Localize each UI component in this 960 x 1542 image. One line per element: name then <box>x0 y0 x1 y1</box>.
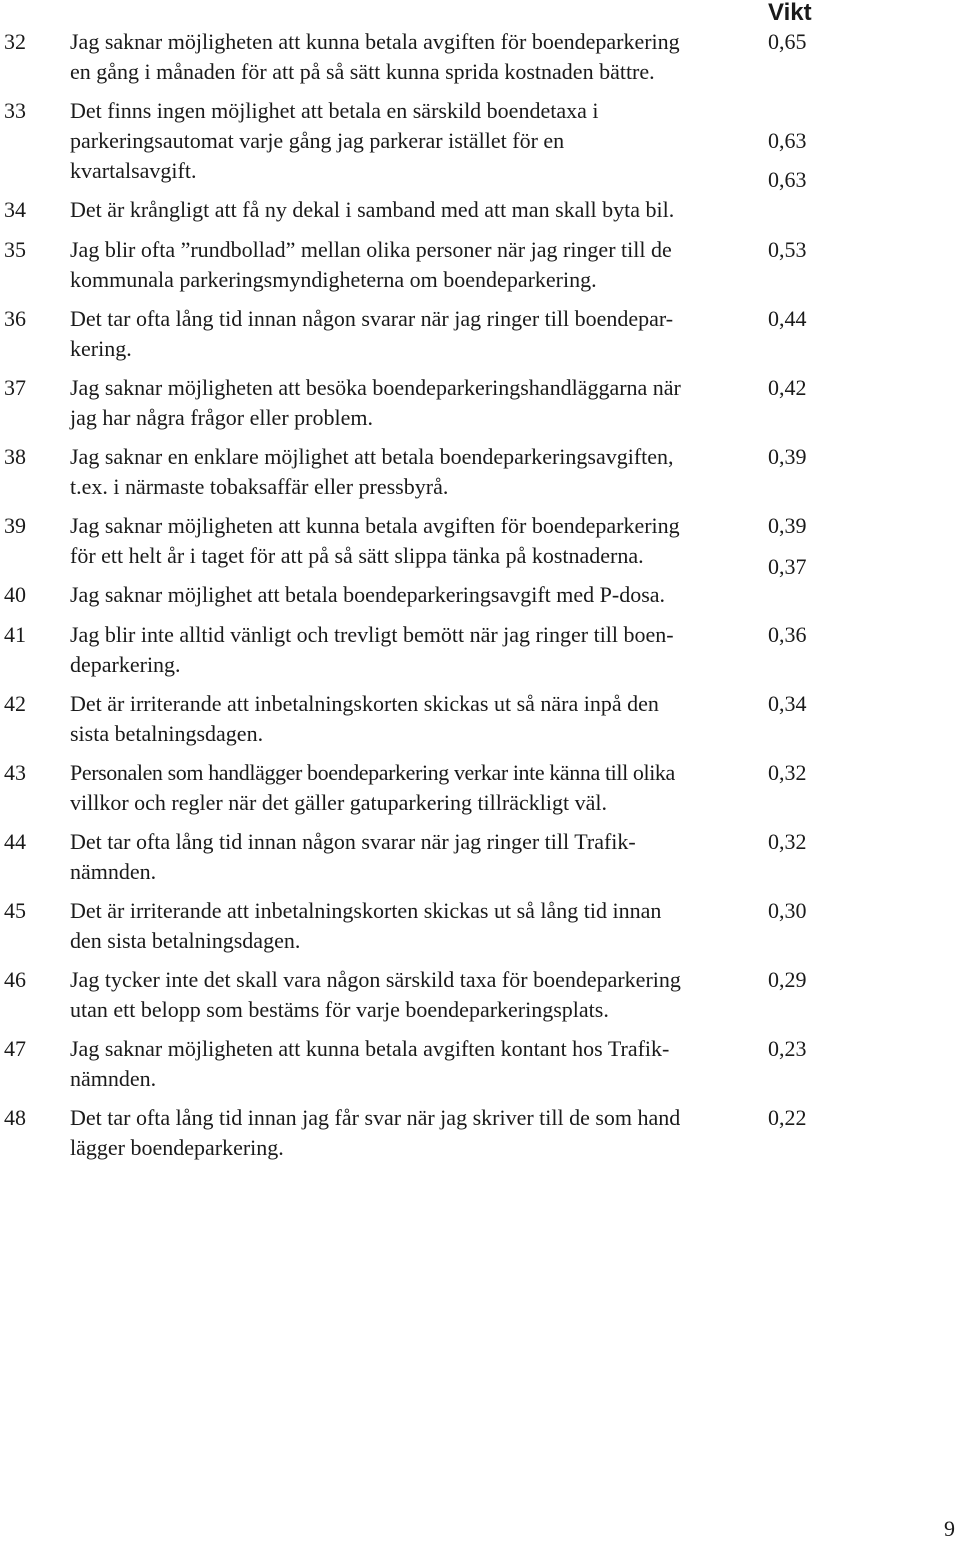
item-weight: 0,53 <box>768 237 807 262</box>
list-item <box>0 442 960 506</box>
item-number: 45 <box>4 898 26 923</box>
list-item <box>0 1103 960 1167</box>
item-text-line: Jag saknar en enklare möjlighet att betala boendeparkeringsavgiften, <box>70 444 674 469</box>
item-weight: 0,30 <box>768 898 807 923</box>
item-text-line: Det är krångligt att få ny dekal i samband med att man skall byta bil. <box>70 197 675 222</box>
item-text <box>70 442 750 502</box>
list-item <box>0 1034 960 1098</box>
item-text <box>70 965 750 1025</box>
item-weight: 0,63 <box>768 167 807 192</box>
item-text <box>70 758 750 818</box>
item-text-line: kommunala parkeringsmyndigheterna om boendeparkering. <box>70 267 597 292</box>
item-text-line: Jag saknar möjlighet att betala boendeparkeringsavgift med P-dosa. <box>70 582 666 607</box>
item-number: 32 <box>4 29 26 54</box>
item-text-line: Jag tycker inte det skall vara någon särskild taxa för boendeparkering <box>70 967 681 992</box>
item-number: 44 <box>4 829 26 854</box>
item-weight: 0,22 <box>768 1105 807 1130</box>
weight-column-header: Vikt <box>768 0 812 26</box>
item-number: 34 <box>4 197 26 222</box>
list-item <box>0 373 960 437</box>
item-weight: 0,36 <box>768 622 807 647</box>
item-text-line: t.ex. i närmaste tobaksaffär eller pressbyrå. <box>70 474 449 499</box>
item-number: 46 <box>4 967 26 992</box>
item-text-line: Det tar ofta lång tid innan någon svarar när jag ringer till Trafik- <box>70 829 636 854</box>
item-number: 36 <box>4 306 26 331</box>
item-text <box>70 896 750 956</box>
item-text-line: Det tar ofta lång tid innan någon svarar när jag ringer till boendepar- <box>70 306 674 331</box>
item-weight: 0,32 <box>768 760 807 785</box>
item-text-line: Jag blir inte alltid vänligt och trevligt bemött när jag ringer till boen- <box>70 622 674 647</box>
item-weight: 0,65 <box>768 29 807 54</box>
item-text-line: kering. <box>70 336 132 361</box>
item-text-line: kvartalsavgift. <box>70 158 197 183</box>
item-number: 38 <box>4 444 26 469</box>
item-number: 43 <box>4 760 26 785</box>
item-text-line: den sista betalningsdagen. <box>70 928 301 953</box>
item-weight: 0,23 <box>768 1036 807 1061</box>
item-number: 39 <box>4 513 26 538</box>
list-item <box>0 304 960 368</box>
item-text-line: deparkering. <box>70 652 181 677</box>
item-text-line: lägger boendeparkering. <box>70 1135 284 1160</box>
list-item <box>0 511 960 575</box>
list-item <box>0 689 960 753</box>
item-weight: 0,39 <box>768 513 807 538</box>
item-weight: 0,39 <box>768 444 807 469</box>
item-text <box>70 1034 750 1094</box>
item-text-line: Jag blir ofta ”rundbollad” mellan olika personer när jag ringer till de <box>70 237 672 262</box>
item-text <box>70 620 750 680</box>
list-item <box>0 896 960 960</box>
item-text <box>70 235 750 295</box>
item-text <box>70 511 750 571</box>
item-text <box>70 304 750 364</box>
item-text-line: Jag saknar möjligheten att kunna betala avgiften för boendeparkering <box>70 29 680 54</box>
page-number: 9 <box>944 1516 955 1541</box>
item-text-line: sista betalningsdagen. <box>70 721 264 746</box>
item-text-line: en gång i månaden för att på så sätt kunna sprida kostnaden bättre. <box>70 59 655 84</box>
item-number: 42 <box>4 691 26 716</box>
list-item <box>0 27 960 91</box>
item-weight: 0,42 <box>768 375 807 400</box>
item-text-line: Jag saknar möjligheten att kunna betala avgiften kontant hos Trafik- <box>70 1036 670 1061</box>
item-text <box>70 195 770 225</box>
item-number: 41 <box>4 622 26 647</box>
item-text-line: Det tar ofta lång tid innan jag får svar när jag skriver till de som hand <box>70 1105 681 1130</box>
item-text-line: utan ett belopp som bestäms för varje boendeparkeringsplats. <box>70 997 609 1022</box>
item-weight: 0,29 <box>768 967 807 992</box>
item-weight: 0,44 <box>768 306 807 331</box>
item-number: 40 <box>4 582 26 607</box>
item-text-line: Personalen som handlägger boendeparkering verkar inte känna till olika <box>70 760 675 785</box>
item-text <box>70 1103 750 1163</box>
item-number: 48 <box>4 1105 26 1130</box>
item-number: 33 <box>4 98 26 123</box>
list-item <box>0 965 960 1029</box>
list-item <box>0 827 960 891</box>
list-item <box>0 758 960 822</box>
list-item <box>0 620 960 684</box>
item-text-line: parkeringsautomat varje gång jag parkerar istället för en <box>70 128 565 153</box>
list-item <box>0 235 960 299</box>
item-text-line: Det är irriterande att inbetalningskorten skickas ut så lång tid innan <box>70 898 662 923</box>
item-text-line: nämnden. <box>70 859 157 884</box>
item-text-line: Det är irriterande att inbetalningskorten skickas ut så nära inpå den <box>70 691 659 716</box>
item-text-line: Jag saknar möjligheten att kunna betala avgiften för boendeparkering <box>70 513 680 538</box>
item-weight: 0,37 <box>768 554 807 579</box>
item-number: 35 <box>4 237 26 262</box>
item-text-line: Jag saknar möjligheten att besöka boendeparkeringshandläggarna när <box>70 375 681 400</box>
item-text-line: nämnden. <box>70 1066 157 1091</box>
list-item <box>0 96 960 190</box>
item-text <box>70 27 750 87</box>
item-text <box>70 96 750 186</box>
item-number: 37 <box>4 375 26 400</box>
item-number: 47 <box>4 1036 26 1061</box>
item-text-line: villkor och regler när det gäller gatuparkering tillräckligt väl. <box>70 790 607 815</box>
item-text <box>70 373 750 433</box>
item-weight: 0,63 <box>768 128 807 153</box>
item-weight: 0,32 <box>768 829 807 854</box>
item-text <box>70 689 750 749</box>
item-text <box>70 580 750 610</box>
item-text-line: jag har några frågor eller problem. <box>70 405 373 430</box>
item-text-line: Det finns ingen möjlighet att betala en särskild boendetaxa i <box>70 98 599 123</box>
item-text-line: för ett helt år i taget för att på så sätt slippa tänka på kostnaderna. <box>70 543 644 568</box>
item-text <box>70 827 750 887</box>
item-weight: 0,34 <box>768 691 807 716</box>
